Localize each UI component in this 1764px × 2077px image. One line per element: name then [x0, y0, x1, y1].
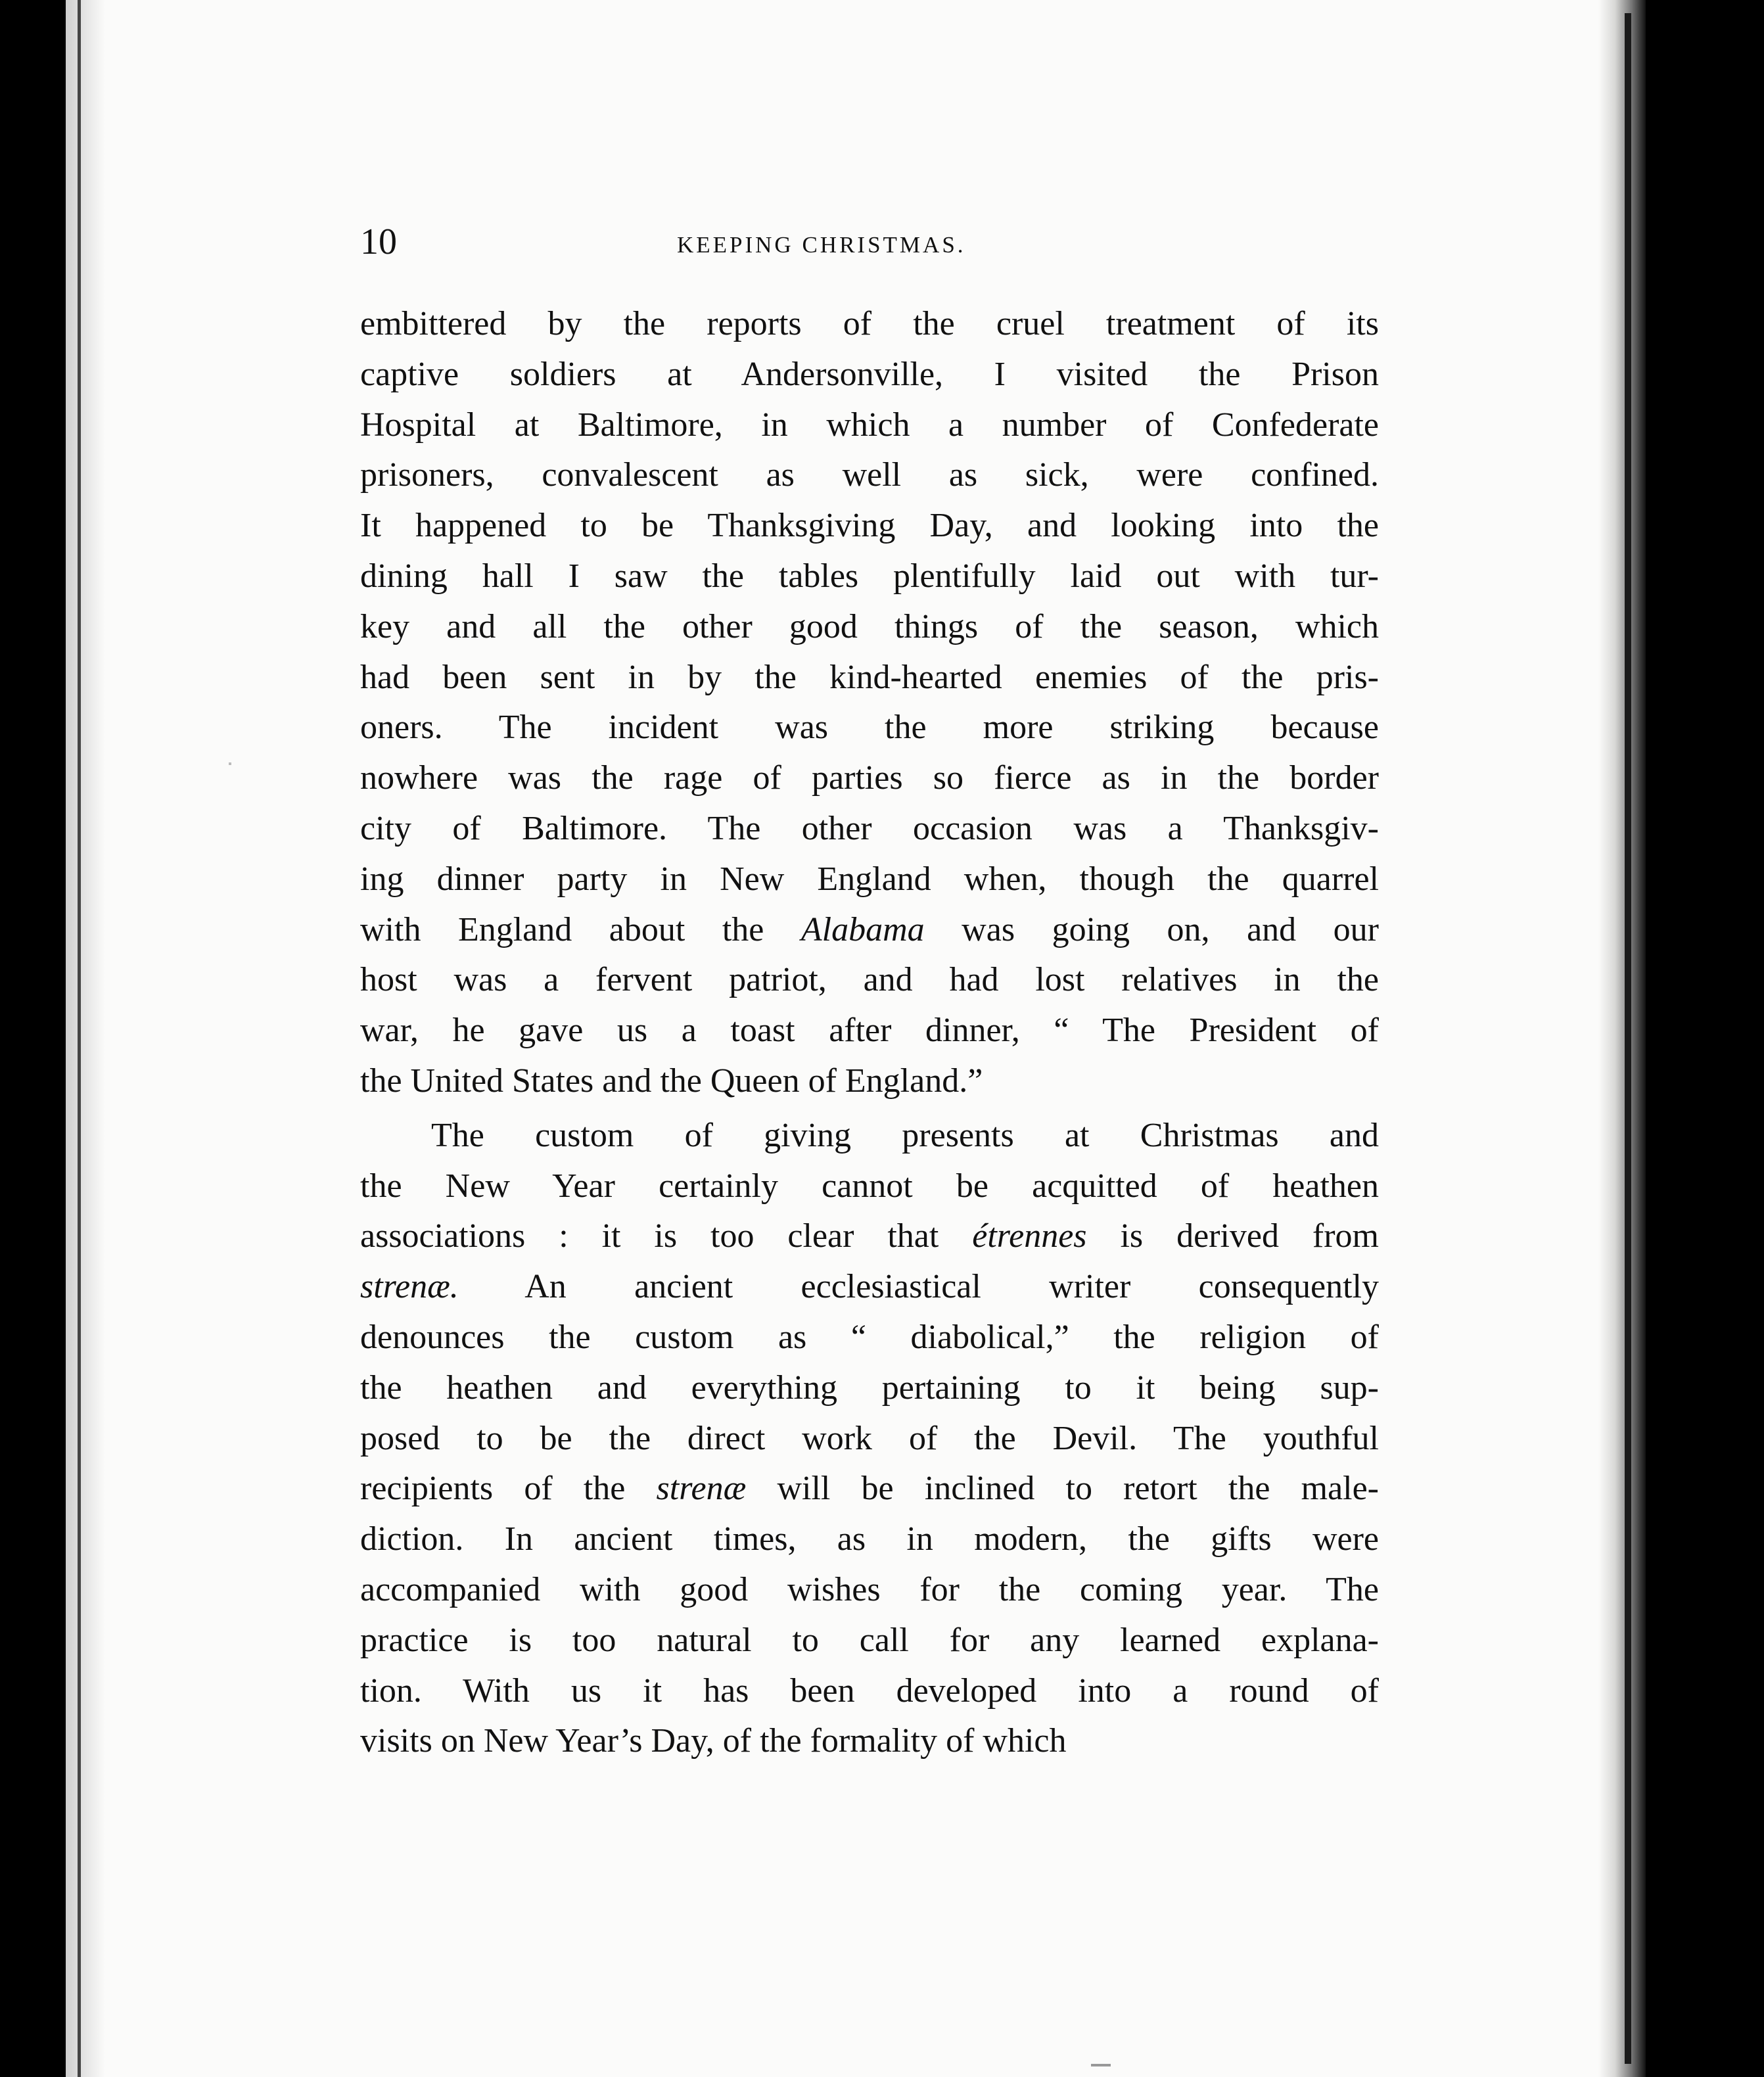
paper-speck	[229, 762, 231, 765]
text-run: The custom of giving presents at Christmas and	[431, 1116, 1379, 1154]
text-line	[360, 1262, 1379, 1313]
text-line	[360, 551, 1379, 602]
text-line	[360, 501, 1379, 551]
text-line	[360, 854, 1379, 905]
text-run: the New Year certainly cannot be acquitted of heathen	[360, 1167, 1379, 1205]
text-run: It happened to be Thanksgiving Day, and looking into the	[360, 507, 1379, 545]
text-line	[360, 1363, 1379, 1414]
text-line	[360, 1616, 1379, 1666]
text-run: ing dinner party in New England when, though the quarrel	[360, 860, 1379, 898]
text-line	[360, 703, 1379, 753]
paragraph	[360, 299, 1379, 1107]
text-line	[360, 1716, 1379, 1767]
text-run: accompanied with good wishes for the coming year. The	[360, 1570, 1379, 1608]
text-line	[360, 1464, 1379, 1514]
left-page-edge-line	[78, 0, 81, 2077]
text-line	[360, 400, 1379, 451]
text-run: recipients of the	[360, 1470, 657, 1508]
text-run: An ancient ecclesiastical writer consequently	[458, 1268, 1379, 1306]
text-run: with England about the	[360, 910, 801, 948]
text-run: associations : it is too clear that	[360, 1217, 973, 1255]
text-run: dining hall I saw the tables plentifully laid out with tur-	[360, 557, 1379, 595]
right-fold-shadow	[1598, 0, 1646, 2077]
text-line	[360, 753, 1379, 804]
text-run: had been sent in by the kind-hearted enemies of the pris-	[360, 658, 1379, 696]
text-line	[360, 450, 1379, 501]
right-page-edge	[1625, 13, 1631, 2064]
left-binding-shadow	[66, 0, 105, 2077]
italic-text: strenæ.	[360, 1268, 459, 1306]
text-run: host was a fervent patriot, and had lost relatives in the	[360, 961, 1379, 999]
text-line	[360, 1414, 1379, 1464]
text-run: will be inclined to retort the male-	[746, 1470, 1379, 1508]
text-line	[360, 1111, 1379, 1161]
text-run: denounces the custom as “ diabolical,” the religion of	[360, 1318, 1379, 1356]
text-line	[360, 602, 1379, 653]
text-run: was going on, and our	[924, 910, 1379, 948]
text-line	[360, 905, 1379, 956]
text-line	[360, 1006, 1379, 1056]
italic-text: étrennes	[972, 1217, 1087, 1255]
text-run: practice is too natural to call for any learned explana-	[360, 1621, 1379, 1659]
text-line	[360, 955, 1379, 1006]
text-run: the heathen and everything pertaining to it being sup-	[360, 1368, 1379, 1407]
running-title: KEEPING CHRISTMAS.	[677, 232, 966, 258]
text-run: war, he gave us a toast after dinner, “ The President of	[360, 1012, 1379, 1050]
text-run: captive soldiers at Andersonville, I visited the Prison	[360, 355, 1379, 393]
text-line	[360, 804, 1379, 854]
text-line	[360, 1313, 1379, 1363]
text-line	[360, 1514, 1379, 1565]
text-line	[360, 1161, 1379, 1212]
text-run: prisoners, convalescent as well as sick, were confined.	[360, 456, 1379, 494]
text-run: diction. In ancient times, as in modern, the gifts were	[360, 1520, 1379, 1558]
text-line	[360, 653, 1379, 703]
text-line	[360, 299, 1379, 350]
page-number: 10	[360, 222, 397, 262]
text-line	[360, 1666, 1379, 1717]
text-run: embittered by the reports of the cruel treatment of its	[360, 305, 1379, 342]
italic-text: Alabama	[801, 910, 925, 948]
text-run: posed to be the direct work of the Devil. The youthful	[360, 1419, 1379, 1457]
running-head	[360, 222, 1372, 262]
text-line	[360, 1056, 1379, 1107]
text-run: nowhere was the rage of parties so fierce as in the border	[360, 759, 1379, 797]
body-text	[360, 299, 1379, 1767]
text-line	[360, 350, 1379, 400]
text-run: Hospital at Baltimore, in which a number of Confederate	[360, 406, 1379, 444]
text-line	[360, 1211, 1379, 1262]
text-run: key and all the other good things of the season, which	[360, 607, 1379, 645]
paper-speck	[1091, 2064, 1111, 2066]
paragraph	[360, 1111, 1379, 1767]
text-run: tion. With us it has been developed into a round of	[360, 1671, 1379, 1710]
italic-text: strenæ	[656, 1470, 747, 1508]
text-run: oners. The incident was the more striking because	[360, 709, 1379, 747]
text-line	[360, 1565, 1379, 1616]
text-run: the United States and the Queen of England.”	[360, 1062, 983, 1100]
text-run: is derived from	[1086, 1217, 1380, 1255]
text-run: visits on New Year’s Day, of the formality of which	[360, 1722, 1067, 1760]
text-run: city of Baltimore. The other occasion was a Thanksgiv-	[360, 809, 1379, 847]
